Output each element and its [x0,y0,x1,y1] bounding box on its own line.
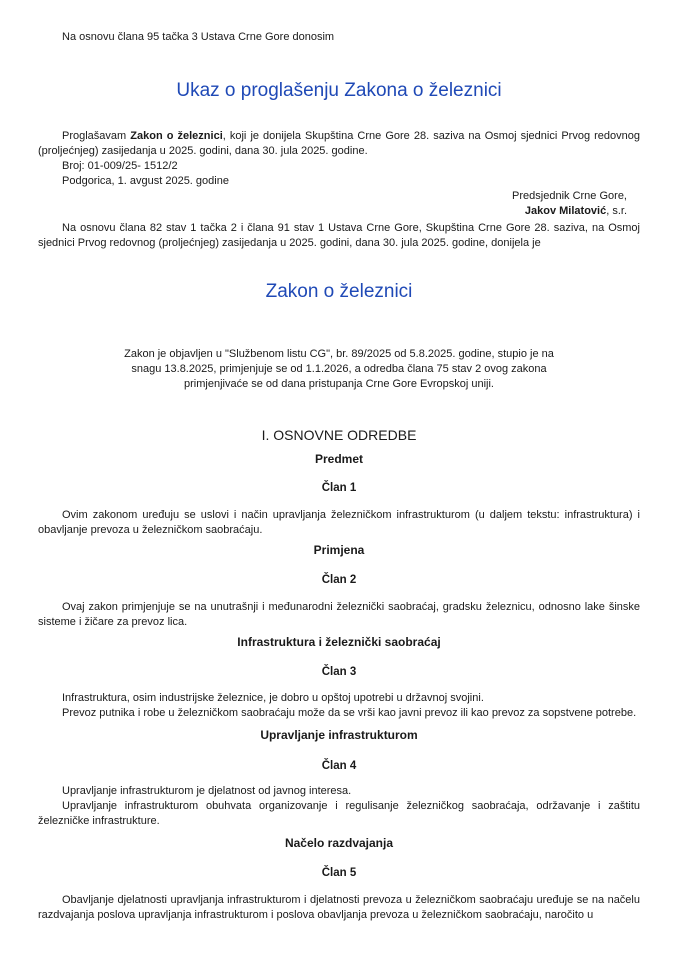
article-2-number: Član 2 [321,574,357,586]
law-title: Zakon o železnici [265,281,413,302]
article-4-number: Član 4 [321,760,357,772]
article-3-number: Član 3 [321,666,357,678]
president-suffix: , s.r. [606,205,627,217]
article-1-heading: Predmet [314,452,364,466]
article-1-paragraph: Ovim zakonom uređuju se uslovi i način upravljanja železničkom infrastrukturom (u daljem tekstu: infrastruktura) i obavljanje prevoza u železničkom saobraćaju. [38,509,640,536]
article-3-paragraph-2: Prevoz putnika i robe u železničkom saobraćaju može da se vrši kao javni prevoz ili kao prevoz za sopstvene potrebe. [62,707,637,719]
article-3-heading: Infrastruktura i železnički saobraćaj [237,635,441,649]
article-4-paragraph-1: Upravljanje infrastrukturom je djelatnost od javnog interesa. [62,785,352,797]
publication-note: Zakon je objavljen u "Službenom listu CG", br. 89/2025 od 5.8.2025. godine, stupio je na snagu 13.8.2025, primjenjuje se od 1.1.2026, a odredba člana 75 stav 2 ovog zakona primjenjivaće se od dana pristupanja Crne Gore Evropskoj uniji. [124,348,554,390]
basis-paragraph: Na osnovu člana 82 stav 1 tačka 2 i člana 91 stav 1 Ustava Crne Gore, Skupština Crne Gore 28. saziva, na Osmoj sjednici Prvog redovnog (proljećnjeg) zasijedanja u 2025. godini, dana 30. jula 2025. godine, donijela je [38,222,640,249]
president-name: Jakov Milatović [524,205,607,217]
article-4-heading: Upravljanje infrastrukturom [260,728,418,742]
ukaz-broj: Broj: 01-009/25- 1512/2 [62,160,178,172]
preamble: Na osnovu člana 95 tačka 3 Ustava Crne Gore donosim [62,31,335,43]
president-signature [525,204,627,219]
ukaz-rest: , koji je donijela Skupština Crne Gore 28. saziva na Osmoj sjednici Prvog redovnog (proljećnjeg) zasijedanja u 2025. godini, dana 30. jula 2025. godine. [38,130,640,157]
article-1-number: Član 1 [321,482,357,494]
article-2-paragraph: Ovaj zakon primjenjuje se na unutrašnji i međunarodni železnički saobraćaj, gradsku železnicu, odnosno lake šinske sisteme i žičare za prevoz lica. [38,601,640,628]
article-5-heading: Načelo razdvajanja [284,836,394,850]
ukaz-law-name: Zakon o železnici [130,130,223,142]
section-heading: I. OSNOVNE ODREDBE [261,427,417,443]
ukaz-prefix: Proglašavam [62,130,131,142]
article-5-paragraph: Obavljanje djelatnosti upravljanja infrastrukturom i djelatnosti prevoza u železničkom saobraćaju uređuje se na načelu razdvajanja poslova upravljanja infrastrukturom i poslova obavljanja prevoza u železničkom saobraćaju, naročito u [38,894,640,921]
ukaz-title: Ukaz o proglašenju Zakona o železnici [176,80,502,101]
article-2-heading: Primjena [313,543,365,557]
article-4-paragraph-2: Upravljanje infrastrukturom obuhvata organizovanje i regulisanje železničkog saobraćaja, održavanje i zaštitu železničke infrastrukture. [38,800,640,827]
president-title: Predsjednik Crne Gore, [512,190,627,202]
ukaz-paragraph [38,129,640,159]
article-3-paragraph-1: Infrastruktura, osim industrijske železnice, je dobro u opštoj upotrebi u državnoj svojini. [62,692,484,704]
ukaz-place-date: Podgorica, 1. avgust 2025. godine [62,175,229,187]
article-5-number: Član 5 [321,867,357,879]
